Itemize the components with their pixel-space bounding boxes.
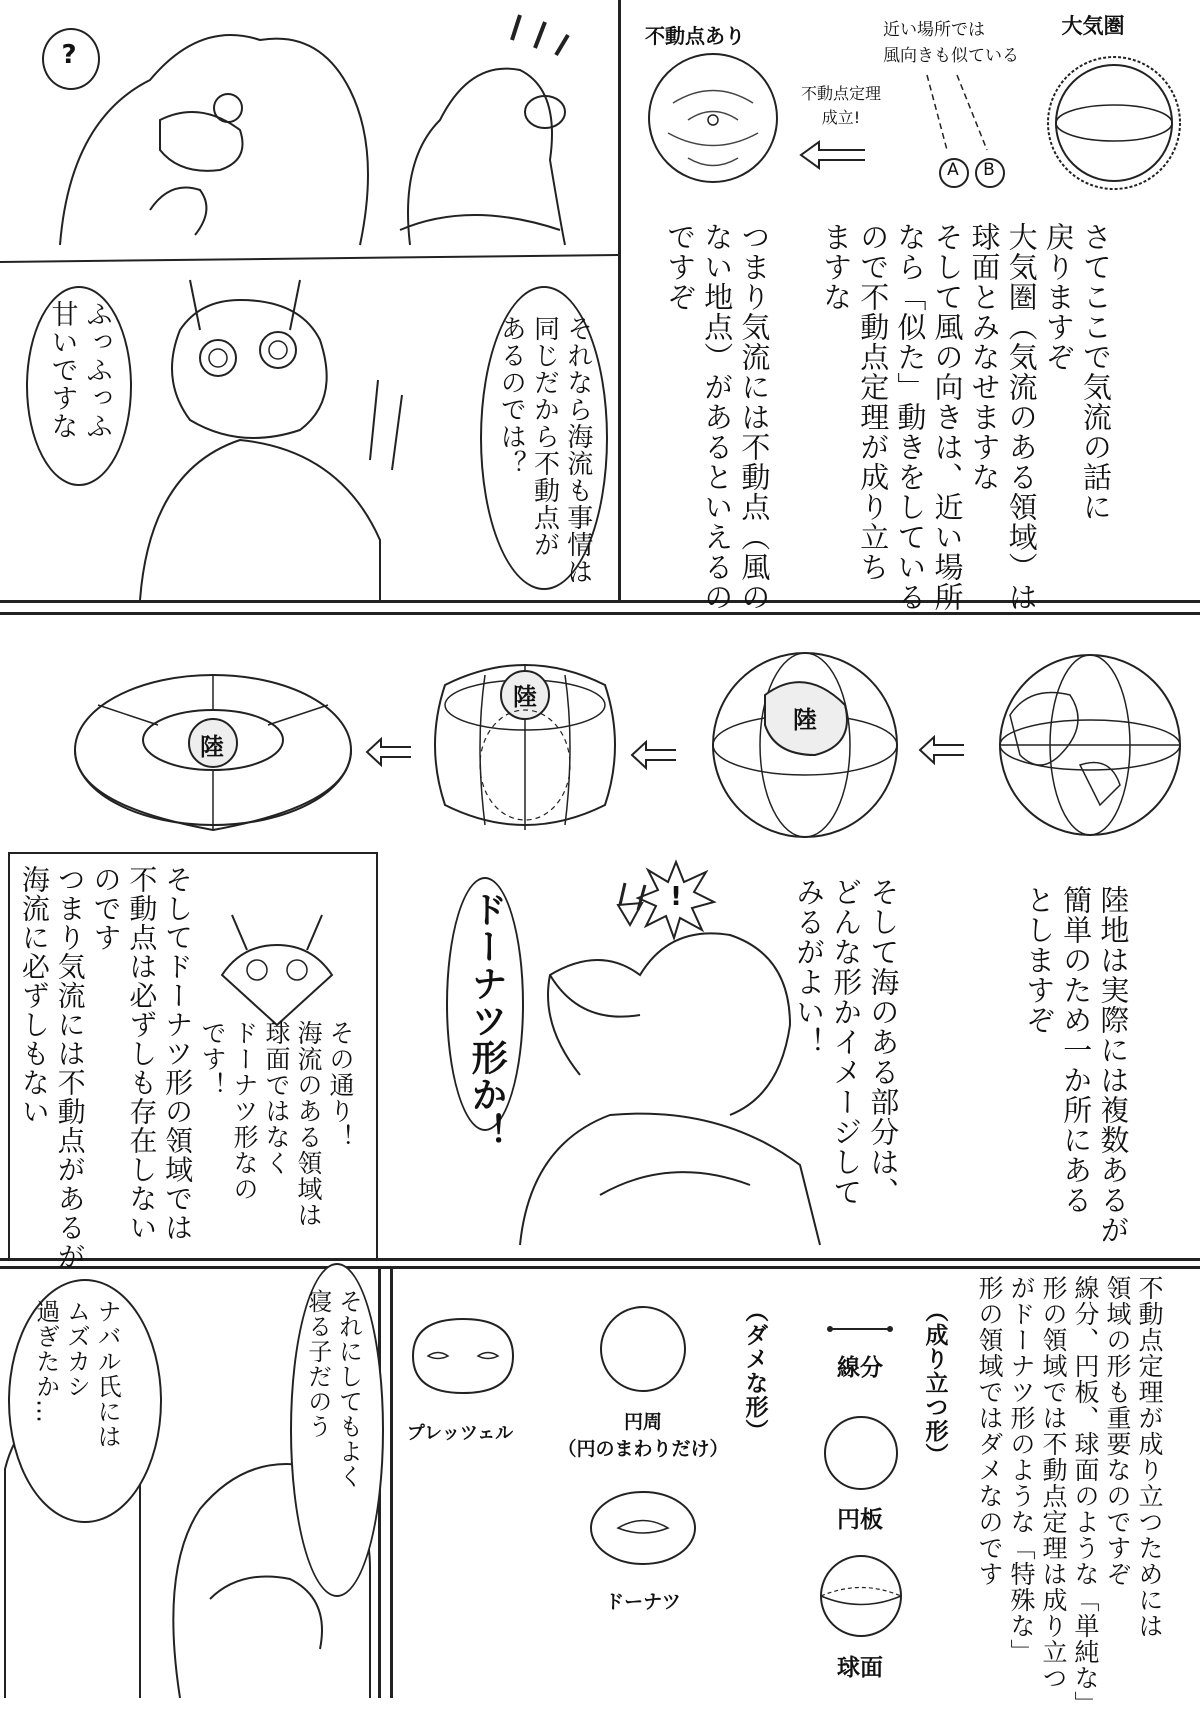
land-label-3: 陸 [200, 733, 224, 761]
arrow-left-2 [630, 740, 680, 770]
shape-donut: ドーナツ [605, 1591, 681, 1613]
heading-ok: （成り立つ形） [921, 1299, 948, 1467]
sphere-shape [816, 1551, 906, 1641]
panel-2 [621, 0, 1200, 612]
disk-shape [821, 1413, 901, 1493]
sphere-land [705, 645, 905, 845]
segment-shape [825, 1319, 895, 1339]
panel-3 [0, 615, 1200, 1271]
narration-left: つまり気流には不動点（風の ない地点）があるといえるの ですぞ [663, 222, 772, 612]
summary-text: そしてドーナツ形の領域では 不動点は必ずしも存在しない のです つまり気流には不動点があるが 海流に必ずしもない [17, 865, 195, 1271]
point-a: A [947, 160, 959, 180]
barrel-shape [425, 645, 625, 845]
correct-text: その通り！ 海流のある領域は 球面ではなく ドーナツ形なの です！ [198, 1020, 355, 1228]
pretzel-shape [393, 1311, 533, 1401]
fox-face [212, 905, 342, 1035]
label-taikiken: 大気圏 [1061, 14, 1125, 38]
shape-circle: 円周 （円のまわりだけ） [557, 1411, 729, 1460]
panel-4 [0, 1269, 378, 1698]
label-theorem: 不動点定理 成立! [800, 84, 881, 127]
arrow-left-3 [365, 737, 415, 767]
muzukashi-text: ナバル氏には ムズカシ 過ぎたか… [31, 1299, 122, 1449]
circle-shape [593, 1299, 693, 1399]
donut-shape [583, 1483, 703, 1573]
kairyu-text: それなら海流も事情は 同じだから不動点が あるのでは？ [496, 315, 593, 585]
point-b: B [983, 160, 995, 180]
panel-5 [393, 1269, 1200, 1717]
neruko-text: それにしてもよく 寝る子だのう [303, 1289, 363, 1489]
exclaim-mark: ! [670, 882, 682, 912]
panel-1 [0, 0, 618, 600]
question-mark: ? [61, 40, 77, 70]
donut-shout: ドーナツ形か！ [466, 891, 508, 1150]
arrow-left-1 [918, 735, 968, 765]
shape-segment: 線分 [837, 1355, 883, 1381]
narration-sea: そして海のある部分は、 どんな形かイメージして みるがよい！ [792, 877, 901, 1207]
globe [990, 645, 1190, 845]
narration-land: 陸地は実際には複数あるが 簡単のため一か所にある としますぞ [1022, 885, 1131, 1245]
heading-ng: （ダメな形） [741, 1299, 768, 1443]
fixed-point-sphere [643, 48, 783, 188]
dashed-arrows [907, 70, 1027, 170]
narration-shapes: 不動点定理が成り立つためには 領域の形も重要なのですぞ 線分、円板、球面のような「単純な」 形の領域では不動点定理は成り立つ がドーナツ形のような「特殊な」 形の領域ではダメなのです [975, 1275, 1164, 1717]
narration-right: さてここで気流の話に 戻りますぞ 大気圏（気流のある領域）は 球面とみなせますな そして風の向きは、近い場所 なら「似た」動きをしている ので不動点定理が成り立ち ますな [819, 222, 1113, 612]
shape-sphere: 球面 [837, 1655, 883, 1681]
atmosphere-sphere [1039, 48, 1189, 198]
label-fudoten-ari: 不動点あり [645, 24, 745, 48]
land-label-1: 陸 [793, 706, 817, 734]
shape-disk: 円板 [837, 1507, 883, 1533]
amai-text: ふっふっふ 甘いですな [46, 300, 113, 440]
land-label-2: 陸 [513, 683, 537, 711]
label-near: 近い場所では 風向きも似ている [883, 20, 1019, 66]
shape-pretzel: プレッツェル [406, 1423, 514, 1444]
arrow-left [799, 140, 869, 170]
